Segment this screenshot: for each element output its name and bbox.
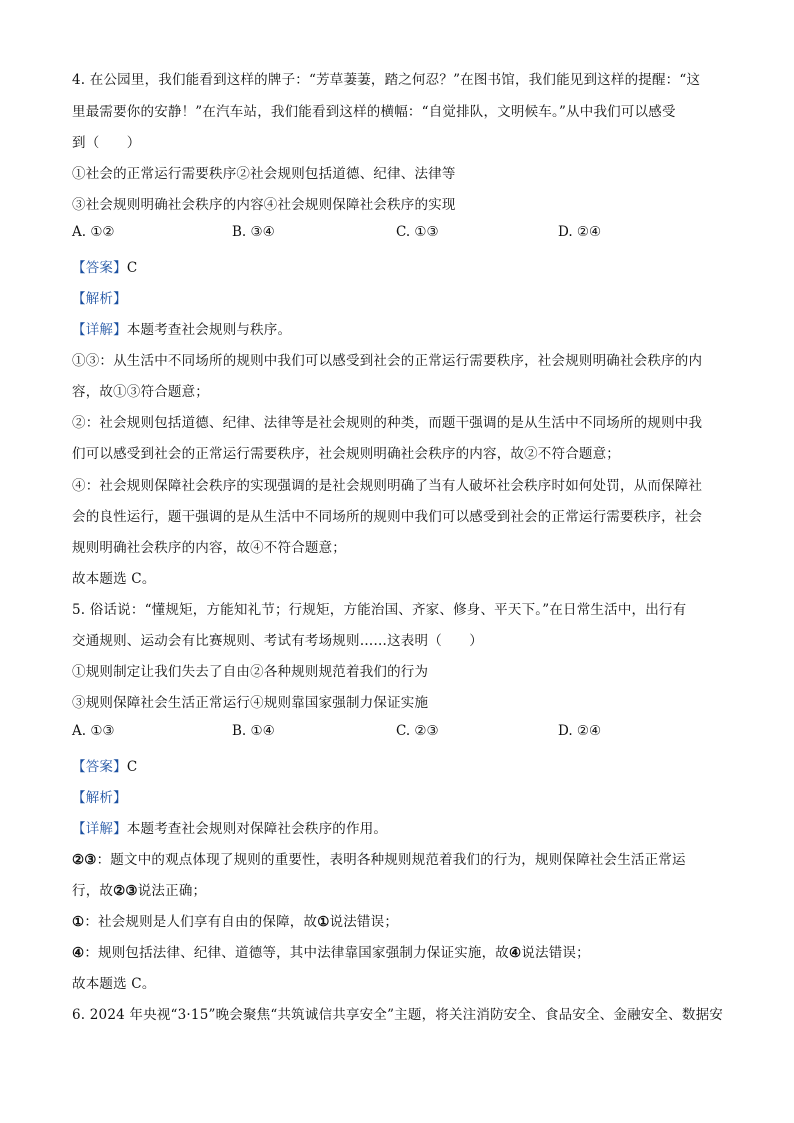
explanation-text: 行，故 [72,883,114,899]
q5-statement-line-1: ①规则制定让我们失去了自由②各种规则规范着我们的行为 [72,664,429,680]
explanation-marker: ④ [72,945,85,961]
explanation-marker: ① [317,914,330,930]
q5-conclusion: 故本题选 C。 [72,976,156,992]
answer-tag: 【答案】 [72,260,127,276]
explanation-marker: ②③ [113,883,138,899]
explanation-marker: ① [72,914,85,930]
q4-detail [72,318,291,338]
q5-answer [72,755,137,775]
explanation-text: 说法错误； [521,945,590,961]
detail-text: 本题考查社会规则与秩序。 [126,322,292,338]
q5-option-b: B. ①④ [232,723,275,739]
q5-statement-line-2: ③规则保障社会生活正常运行④规则靠国家强制力保证实施 [72,695,429,711]
detail-tag: 【详解】 [72,821,127,837]
q5-explanation-1-line-1 [72,848,686,868]
q5-explanation-1-line-2 [72,879,206,899]
explanation-marker: ④ [509,945,522,961]
q5-option-c: C. ②③ [396,723,439,739]
explanation-text: 说法错误； [329,914,399,930]
q4-option-a: A. ①② [72,224,115,240]
answer-value: C [126,260,138,276]
answer-tag: 【答案】 [72,759,127,775]
q5-detail [72,817,387,837]
explanation-text: ：规则包括法律、纪律、道德等，其中法律靠国家强制力保证实施，故 [84,945,510,961]
q4-statement-line-1: ①社会的正常运行需要秩序②社会规则包括道德、纪律、法律等 [72,166,456,182]
q4-explanation-2-line-1: ②：社会规则包括道德、纪律、法律等是社会规则的种类，而题干强调的是从生活中不同场所的规则中我 [72,415,703,431]
q5-explanation-3 [72,941,590,961]
q4-explanation-1-line-1: ①③：从生活中不同场所的规则中我们可以感受到社会的正常运行需要秩序，社会规则明确社会秩序的内 [72,353,703,369]
explanation-text: 说法正确； [137,883,207,899]
answer-value: C [126,759,138,775]
q4-explanation-2-line-2: 们可以感受到社会的正常运行需要秩序，社会规则明确社会秩序的内容，故②不符合题意； [72,446,620,462]
explanation-text: ：社会规则是人们享有自由的保障，故 [84,914,318,930]
q4-explanation-3-line-2: 会的良性运行，题干强调的是从生活中不同场所的规则中我们可以感受到社会的正常运行需要秩序，社会 [72,509,703,525]
q4-answer [72,256,137,276]
analysis-tag: 【解析】 [72,790,127,806]
q5-stem-line-2: 交通规则、运动会有比赛规则、考试有考场规则……这表明（ ） [72,633,483,649]
q4-explanation-1-line-2: 容，故①③符合题意； [72,384,209,400]
q4-explanation-3-line-3: 规则明确社会秩序的内容，故④不符合题意； [72,540,346,556]
detail-text: 本题考查社会规则对保障社会秩序的作用。 [126,821,388,837]
q4-stem-line-3: 到（ ） [72,135,141,151]
q4-option-c: C. ①③ [396,224,439,240]
q4-explanation-3-line-1: ④：社会规则保障社会秩序的实现强调的是社会规则明确了当有人破坏社会秩序时如何处罚，从而保障社 [72,478,703,494]
q4-option-d: D. ②④ [558,224,602,240]
q4-stem-line-2: 里最需要你的安静！”在汽车站，我们能看到这样的横幅：“自觉排队，文明候车。”从中我们可以感受 [72,104,676,120]
q5-analysis-heading [72,786,127,806]
detail-tag: 【详解】 [72,322,127,338]
explanation-text: ：题文中的观点体现了规则的重要性，表明各种规则规范着我们的行为，规则保障社会生活正常运 [96,852,686,868]
q5-option-d: D. ②④ [558,723,602,739]
explanation-marker: ②③ [72,852,97,868]
q5-stem-line-1: 5. 俗话说：“懂规矩，方能知礼节；行规矩，方能治国、齐家、修身、平天下。”在日常生活中，出行有 [72,602,687,618]
q4-option-b: B. ③④ [232,224,275,240]
q4-analysis-heading [72,287,127,307]
q5-explanation-2 [72,910,398,930]
q4-conclusion: 故本题选 C。 [72,571,156,587]
q5-option-a: A. ①③ [72,723,115,739]
q4-statement-line-2: ③社会规则明确社会秩序的内容④社会规则保障社会秩序的实现 [72,197,456,213]
q4-stem-line-1: 4. 在公园里，我们能看到这样的牌子：“芳草萋萋，踏之何忍？”在图书馆，我们能见到这样的提醒：“这 [72,72,701,88]
q6-stem-line-1: 6. 2024 年央视“3·15”晚会聚焦“共筑诚信共享安全”主题，将关注消防安全、食品安全、金融安全、数据安 [72,1007,723,1023]
analysis-tag: 【解析】 [72,291,127,307]
